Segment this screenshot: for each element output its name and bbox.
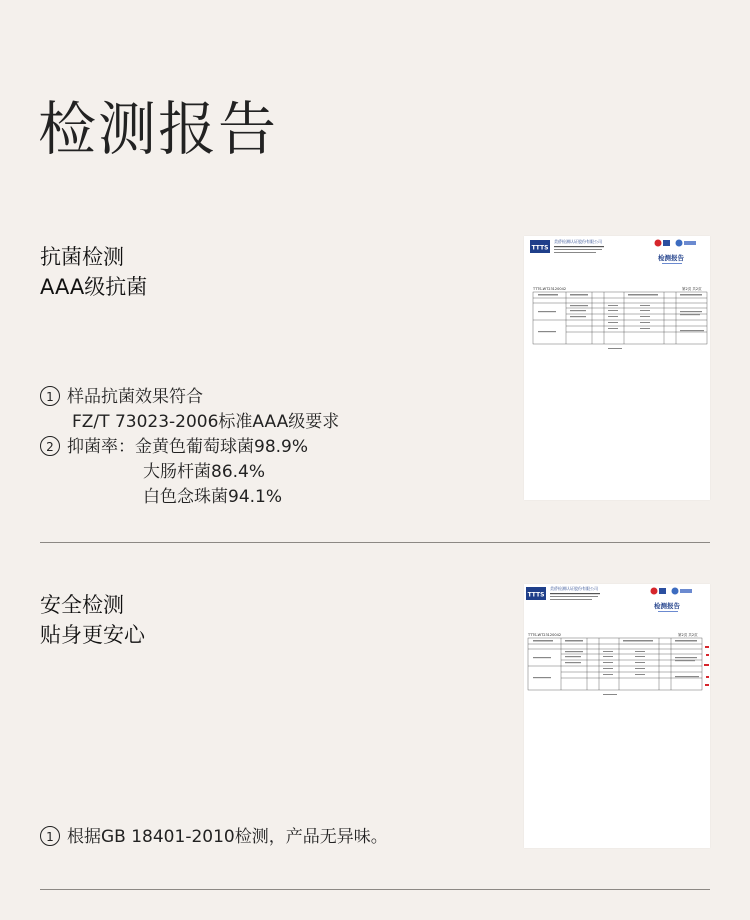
section-safety-heading bbox=[40, 590, 145, 650]
list-item bbox=[40, 485, 339, 510]
list-item-text: 根据GB 18401-2010检测，产品无异味。 bbox=[67, 827, 388, 847]
circled-number: 2 bbox=[40, 436, 60, 456]
report-org-line: 美侨检测认证股份有限公司 bbox=[550, 586, 598, 591]
list-item-text: 白色念珠菌94.1% bbox=[143, 487, 283, 507]
list-item-text: FZ/T 73023-2006标准AAA级要求 bbox=[72, 412, 340, 432]
report-document-graphic bbox=[524, 584, 710, 848]
test-report-image bbox=[524, 236, 710, 500]
report-org-line: 美侨检测认证股份有限公司 bbox=[554, 239, 602, 244]
list-item bbox=[40, 460, 339, 485]
report-number: TTTS-WT23120042 bbox=[528, 633, 562, 637]
cert-mark-icon bbox=[659, 588, 666, 594]
section-antibacterial-heading bbox=[40, 242, 147, 302]
list-item-text: 大肠杆菌86.4% bbox=[143, 462, 266, 482]
list-item bbox=[40, 410, 339, 435]
cert-mark-icon bbox=[655, 240, 662, 247]
cert-mark-icon bbox=[676, 240, 683, 247]
list-item bbox=[40, 435, 339, 460]
page-title: 检测报告 bbox=[38, 95, 279, 163]
report-page-info: 第2页 共2页 bbox=[678, 633, 698, 637]
report-page-info: 第2页 共2页 bbox=[682, 287, 702, 291]
list-item bbox=[40, 825, 388, 850]
circled-number: 1 bbox=[40, 826, 60, 846]
circled-number: 1 bbox=[40, 386, 60, 406]
cert-mark-icon bbox=[651, 588, 658, 595]
red-stamp-edge bbox=[704, 646, 709, 686]
section-heading-line1: 抗菌检测 bbox=[40, 245, 124, 269]
report-logo-text: TTTS bbox=[531, 244, 549, 252]
section-heading-line2: 贴身更安心 bbox=[40, 623, 145, 647]
cert-mark-icon bbox=[672, 588, 679, 595]
section-heading-line2: AAA级抗菌 bbox=[40, 275, 148, 299]
list-item-text: 样品抗菌效果符合 bbox=[67, 387, 203, 407]
section-divider bbox=[40, 889, 710, 890]
list-item-text: 抑菌率：金黄色葡萄球菌98.9% bbox=[67, 437, 309, 457]
safety-list bbox=[40, 825, 388, 850]
report-doc-title: 检测报告 bbox=[658, 254, 684, 262]
report-document-graphic bbox=[524, 236, 710, 500]
section-heading-line1: 安全检测 bbox=[40, 593, 124, 617]
cert-mark-icon bbox=[663, 240, 670, 246]
section-divider bbox=[40, 542, 710, 543]
antibacterial-list bbox=[40, 385, 339, 510]
report-number: TTTS-WT23120042 bbox=[533, 287, 567, 291]
report-doc-title: 检测报告 bbox=[654, 602, 680, 610]
report-logo-text: TTTS bbox=[527, 591, 545, 599]
list-item bbox=[40, 385, 339, 410]
test-report-image bbox=[524, 584, 710, 848]
